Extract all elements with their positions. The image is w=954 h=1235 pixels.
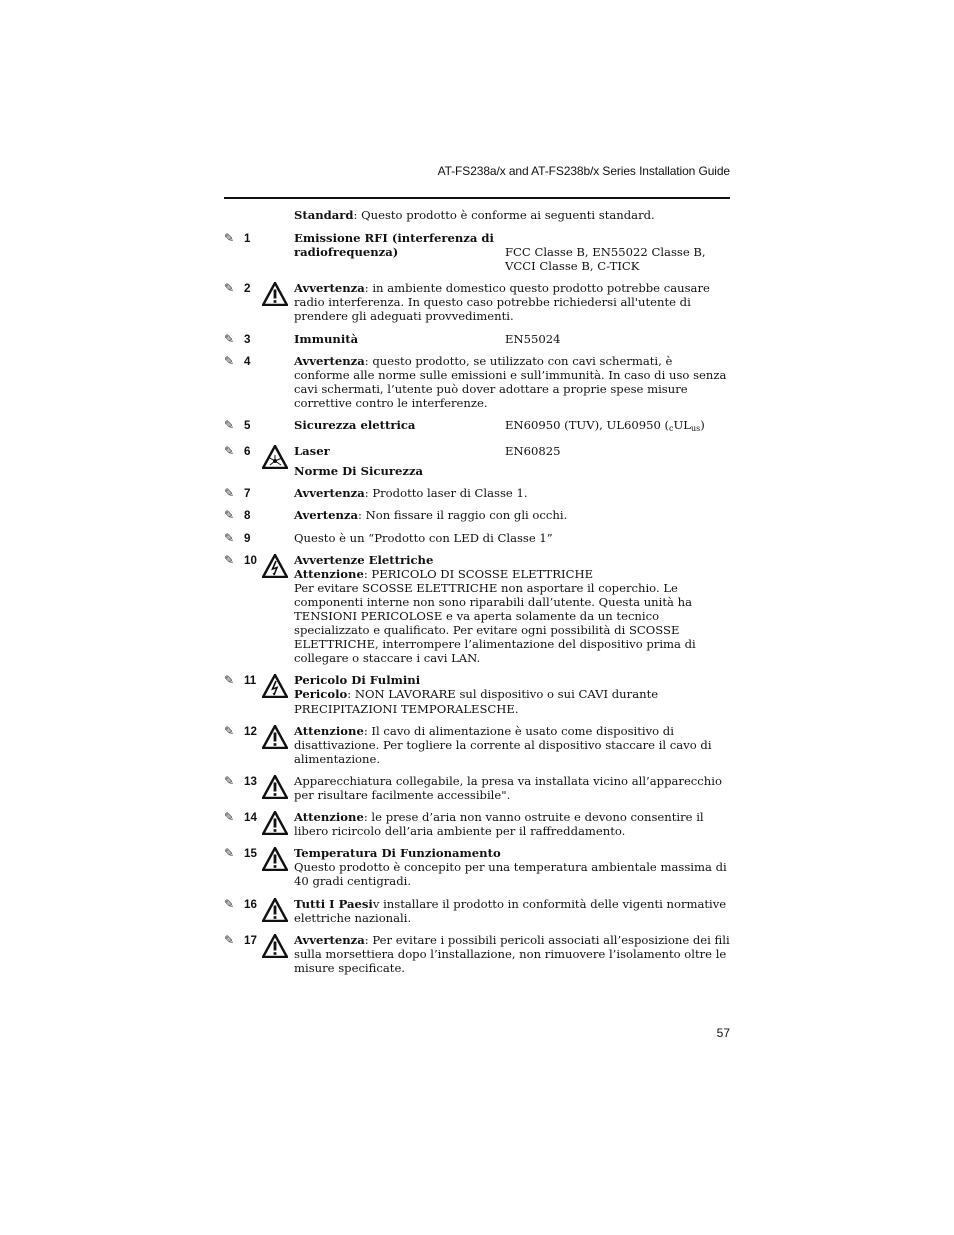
item-number: 14 — [244, 811, 257, 825]
item-bold: Avertenza — [294, 508, 359, 523]
item-number: 8 — [244, 509, 251, 523]
item-bold: Avvertenza — [294, 281, 365, 296]
item-marker — [224, 332, 264, 347]
item-number: 7 — [244, 487, 251, 501]
item-bold: Avvertenza — [294, 353, 365, 368]
item-marker — [224, 724, 264, 739]
item-bold: Attenzione — [294, 723, 364, 738]
item-number: 12 — [244, 724, 257, 738]
list-item — [224, 774, 730, 802]
warning-triangle-icon — [262, 811, 288, 835]
item-number: 11 — [244, 674, 257, 688]
list-item — [224, 933, 730, 975]
item-number: 6 — [244, 445, 251, 459]
pencil-icon: ✎ — [224, 353, 235, 368]
item-number: 1 — [244, 232, 251, 246]
list-item — [224, 673, 730, 715]
list-item — [224, 444, 730, 458]
item-value: EN60825 — [505, 444, 561, 459]
item-number: 9 — [244, 531, 251, 545]
list-item — [224, 724, 730, 766]
intro-text: : Questo prodotto è conforme ai seguenti standard. — [353, 208, 655, 222]
item-label: Sicurezza elettrica — [294, 418, 416, 433]
document-body — [224, 208, 730, 983]
item-marker — [224, 897, 264, 912]
item-number: 3 — [244, 332, 251, 346]
item-bold: Attenzione — [294, 810, 364, 825]
item-marker — [224, 531, 264, 546]
list-item — [224, 486, 730, 500]
item-title: Temperatura Di Funzionamento — [294, 846, 501, 861]
pencil-icon: ✎ — [224, 723, 235, 738]
item-marker — [224, 418, 264, 433]
item-text: : Il cavo di alimentazione è usato come dispositivo di disattivazione. Per togliere la corrente al dispositivo staccare il cavo di alimentazione. — [294, 723, 712, 766]
item-label: Immunità — [294, 331, 359, 346]
item-marker — [224, 933, 264, 948]
pencil-icon: ✎ — [224, 673, 235, 688]
item-paragraph: Per evitare SCOSSE ELETTRICHE non asportare il coperchio. Le componenti interne non sono riparabili dall’utente. Questa unità ha TENSIONI PERICOLOSE e va aperta solamente da un tecnico specializzato e qualificato. Per evitare ogni possibilità di SCOSSE ELETTRICHE, interrompere l’alimentazione del dispositivo prima di collegare o staccare i cavi LAN. — [294, 580, 696, 666]
item-bold: Pericolo — [294, 687, 348, 702]
item-text: Questo è un “Prodotto con LED di Classe 1” — [294, 530, 553, 545]
item-number: 17 — [244, 933, 257, 947]
list-item — [224, 553, 730, 666]
warning-triangle-icon — [262, 847, 288, 871]
list-item — [224, 508, 730, 522]
list-item — [224, 846, 730, 888]
item-marker — [224, 486, 264, 501]
list-item — [224, 531, 730, 545]
item-number: 5 — [244, 419, 251, 433]
item-number: 2 — [244, 282, 251, 296]
warning-triangle-icon — [262, 934, 288, 958]
item-label: Emissione RFI (interferenza di radiofrequenza) — [294, 231, 494, 260]
item-title: Pericolo Di Fulmini — [294, 673, 421, 688]
running-header: AT-FS238a/x and AT-FS238b/x Series Installation Guide — [437, 164, 730, 178]
item-marker — [224, 444, 264, 459]
item-text: : questo prodotto, se utilizzato con cavi schermati, è conforme alle norme sulle emissioni e sull’immunità. In caso di uso senza cavi schermati, l’utente può dover adottare a proprie spese misure correttive contro le interferenze. — [294, 353, 727, 410]
item-marker — [224, 673, 264, 688]
page-number: 57 — [716, 1026, 730, 1040]
pencil-icon: ✎ — [224, 418, 235, 433]
item-value — [505, 418, 730, 436]
item-marker — [224, 508, 264, 523]
item-marker — [224, 774, 264, 789]
value-sub-us: us — [691, 424, 701, 434]
list-item — [224, 332, 730, 346]
item-text: : Per evitare i possibili pericoli associati all’esposizione dei fili sulla morsettiera dopo l’installazione, non rimuovere l’isolamento oltre le misure specificate. — [294, 932, 730, 975]
list-item — [224, 810, 730, 838]
item-text: : le prese d’aria non vanno ostruite e devono consentire il libero ricircolo dell’aria ambiente per il raffreddamento. — [294, 810, 704, 839]
item-number: 13 — [244, 774, 257, 788]
item-title: Avvertenze Elettriche — [294, 552, 434, 567]
item-bold: Avvertenza — [294, 486, 365, 501]
intro-paragraph — [224, 208, 730, 222]
item-number: 15 — [244, 847, 257, 861]
heading-text: Norme Di Sicurezza — [294, 464, 424, 479]
pencil-icon: ✎ — [224, 444, 235, 459]
pencil-icon: ✎ — [224, 773, 235, 788]
warning-triangle-icon — [262, 775, 288, 799]
warning-triangle-icon — [262, 725, 288, 749]
item-text: : Prodotto laser di Classe 1. — [364, 486, 528, 501]
list-item — [224, 897, 730, 925]
warning-triangle-icon — [262, 898, 288, 922]
item-label: Laser — [294, 444, 330, 459]
pencil-icon: ✎ — [224, 508, 235, 523]
item-text: : PERICOLO DI SCOSSE ELETTRICHE — [363, 566, 594, 581]
item-number: 10 — [244, 553, 257, 567]
item-marker — [224, 281, 264, 296]
pencil-icon: ✎ — [224, 846, 235, 861]
item-marker — [224, 846, 264, 861]
item-bold: Attenzione — [294, 566, 364, 581]
section-heading — [224, 464, 730, 478]
intro-bold: Standard — [294, 208, 354, 222]
item-marker — [224, 553, 264, 568]
list-item — [224, 354, 730, 410]
list-item — [224, 418, 730, 436]
item-value-line1: FCC Classe B, EN55022 Classe B, — [505, 245, 706, 260]
pencil-icon: ✎ — [224, 530, 235, 545]
pencil-icon: ✎ — [224, 552, 235, 567]
item-number: 16 — [244, 897, 257, 911]
item-paragraph: Questo prodotto è concepito per una temperatura ambientale massima di 40 gradi centigradi. — [294, 860, 727, 889]
pencil-icon: ✎ — [224, 231, 235, 246]
value-sub-c: c — [669, 424, 674, 434]
list-item — [224, 281, 730, 323]
item-text: : NON LAVORARE sul dispositivo o sui CAVI durante PRECIPITAZIONI TEMPORALESCHE. — [294, 687, 659, 716]
item-marker — [224, 810, 264, 825]
electric-shock-icon — [262, 554, 288, 578]
item-text: : Non fissare il raggio con gli occhi. — [358, 508, 568, 523]
pencil-icon: ✎ — [224, 486, 235, 501]
item-bold: Avvertenza — [294, 932, 365, 947]
item-number: 4 — [244, 354, 251, 368]
electric-shock-icon — [262, 674, 288, 698]
pencil-icon: ✎ — [224, 331, 235, 346]
list-item — [224, 231, 730, 273]
header-rule — [224, 197, 730, 199]
value-prefix: EN60950 (TUV), UL60950 ( — [505, 418, 670, 433]
item-bold: Tutti I Paesi — [294, 896, 373, 911]
pencil-icon: ✎ — [224, 281, 235, 296]
pencil-icon: ✎ — [224, 932, 235, 947]
item-text: v installare il prodotto in conformità delle vigenti normative elettriche nazionali. — [294, 896, 727, 925]
item-text: : in ambiente domestico questo prodotto potrebbe causare radio interferenza. In questo caso potrebbe richiedersi all'utente di prendere gli adeguati provvedimenti. — [294, 281, 710, 324]
item-marker — [224, 354, 264, 369]
item-marker — [224, 231, 264, 246]
item-text: Apparecchiatura collegabile, la presa va installata vicino all’apparecchio per risultare facilmente accessibile". — [294, 773, 722, 802]
pencil-icon: ✎ — [224, 896, 235, 911]
pencil-icon: ✎ — [224, 810, 235, 825]
item-value: EN55024 — [505, 331, 561, 346]
item-value-line2: VCCI Classe B, C-TICK — [505, 259, 640, 274]
value-suffix: ) — [700, 418, 705, 433]
warning-triangle-icon — [262, 282, 288, 306]
value-ul: UL — [673, 418, 691, 433]
